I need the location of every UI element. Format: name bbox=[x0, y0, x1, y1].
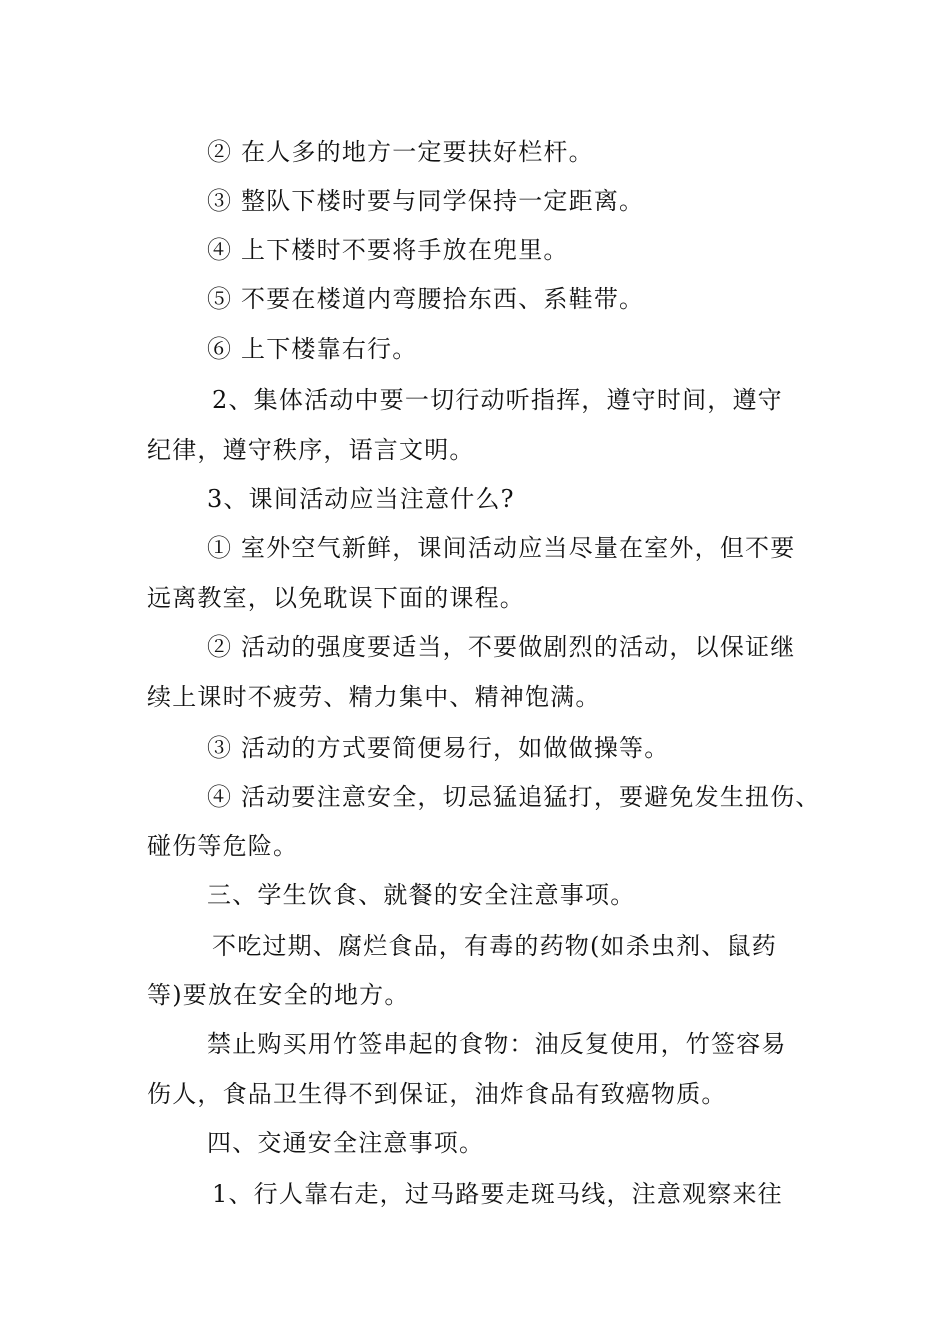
text-line: ③ 整队下楼时要与同学保持一定距离。 bbox=[207, 187, 645, 215]
text-line: 纪律，遵守秩序，语言文明。 bbox=[147, 436, 475, 464]
section-heading: 四、交通安全注意事项。 bbox=[207, 1129, 485, 1157]
text-line: 续上课时不疲劳、精力集中、精神饱满。 bbox=[147, 683, 601, 711]
text-line: 3、课间活动应当注意什么? bbox=[207, 485, 515, 513]
section-heading: 三、学生饮食、就餐的安全注意事项。 bbox=[207, 881, 636, 909]
text-line: ④ 上下楼时不要将手放在兜里。 bbox=[207, 236, 569, 264]
text-line: ⑥ 上下楼靠右行。 bbox=[207, 335, 418, 363]
text-line: 等)要放在安全的地方。 bbox=[147, 981, 410, 1009]
text-line: ⑤ 不要在楼道内弯腰拾东西、系鞋带。 bbox=[207, 285, 645, 313]
text-line: 2、集体活动中要一切行动听指挥，遵守时间，遵守 bbox=[212, 386, 783, 414]
text-line: 禁止购买用竹签串起的食物：油反复使用，竹签容易 bbox=[207, 1030, 787, 1058]
text-line: ③ 活动的方式要简便易行，如做做操等。 bbox=[207, 734, 670, 762]
text-line: 碰伤等危险。 bbox=[147, 832, 299, 860]
text-line: ② 活动的强度要适当，不要做剧烈的活动，以保证继 bbox=[207, 633, 796, 661]
text-line: 1、行人靠右走，过马路要走斑马线，注意观察来往 bbox=[212, 1180, 783, 1208]
text-line: 伤人，食品卫生得不到保证，油炸食品有致癌物质。 bbox=[147, 1080, 727, 1108]
text-line: ④ 活动要注意安全，切忌猛追猛打，要避免发生扭伤、 bbox=[207, 783, 821, 811]
text-line: 远离教室，以免耽误下面的课程。 bbox=[147, 584, 525, 612]
text-line: ① 室外空气新鲜，课间活动应当尽量在室外，但不要 bbox=[207, 534, 796, 562]
text-line: ② 在人多的地方一定要扶好栏杆。 bbox=[207, 138, 594, 166]
text-line: 不吃过期、腐烂食品，有毒的药物(如杀虫剂、鼠药 bbox=[212, 932, 777, 960]
